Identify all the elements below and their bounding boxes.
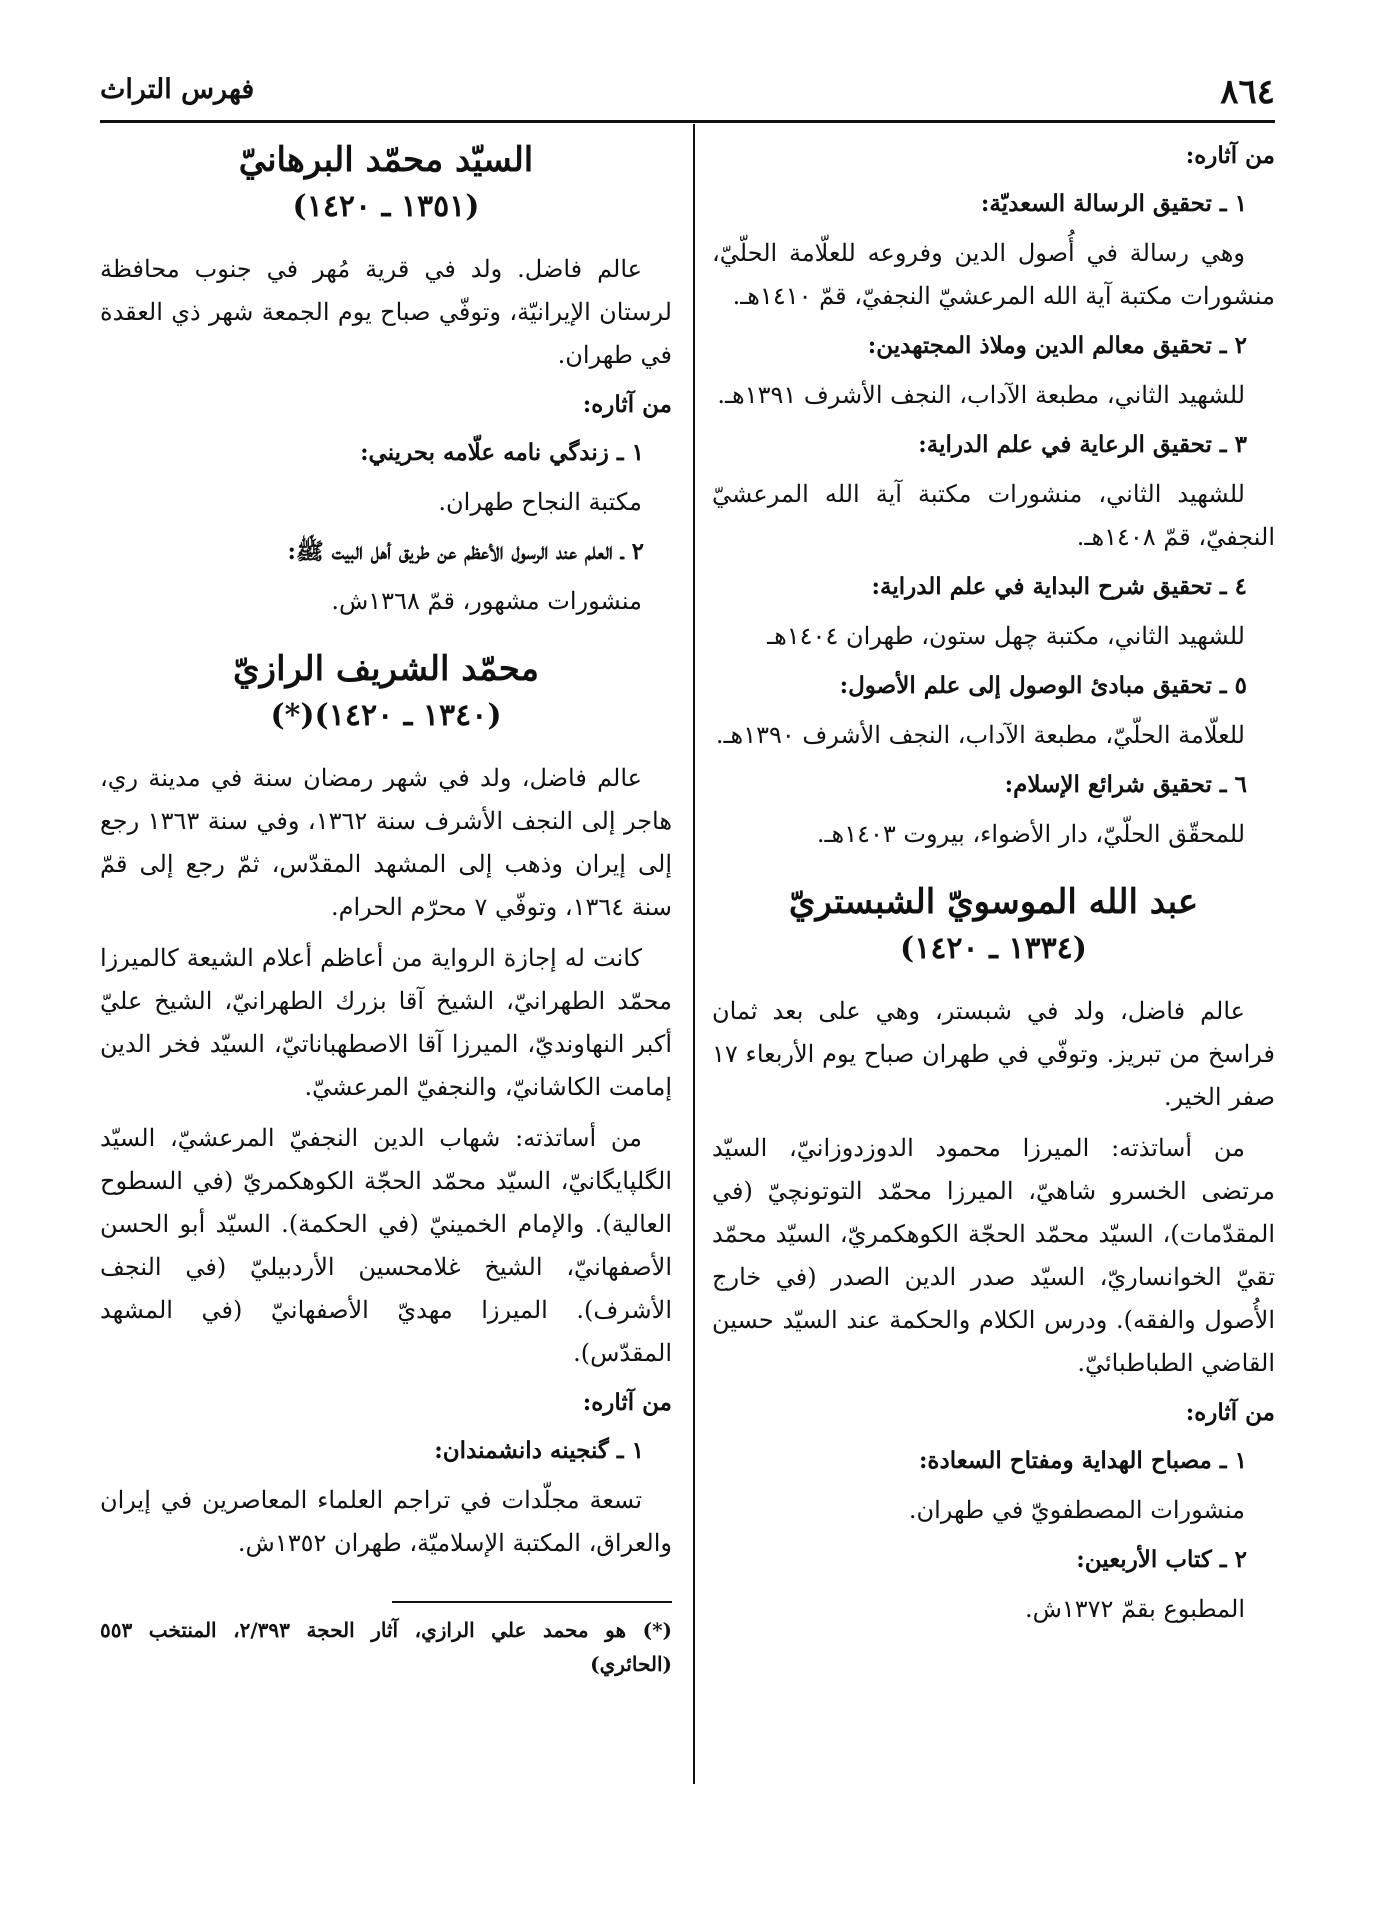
work-description: مكتبة النجاح طهران. xyxy=(438,488,642,516)
header-rule xyxy=(100,120,1275,123)
works-heading: من آثاره: xyxy=(582,1389,672,1416)
footnote-rule xyxy=(392,1601,672,1603)
person-name: السيّد محمّد البرهانيّ xyxy=(238,140,534,180)
person-name: عبد الله الموسويّ الشبستريّ xyxy=(788,882,1199,922)
biography: عالم فاضل، ولد في شهر رمضان سنة في مدينة ري، هاجر إلى النجف الأشرف سنة ١٣٦٢، وفي سنة ١٣٦٣ رجع إلى إيران وذهب إلى المشهد المقدّس، ثمّ رجع إلى قمّ سنة ١٣٦٤، وتوفّي ٧ محرّم الحرام. xyxy=(100,764,672,921)
person-dates: (١٣٤٠ ـ ١٤٢٠)(*) xyxy=(270,698,502,733)
work-description: للمحقّق الحلّيّ، دار الأضواء، بيروت ١٤٠٣هـ. xyxy=(816,820,1245,848)
teachers-paragraph: من أساتذته: الميرزا محمود الدوزدوزانيّ، السيّد مرتضى الخسرو شاهيّ، الميرزا محمّد التوتونچيّ (في المقدّمات)، السيّد محمّد الحجّة الكوهكمريّ، السيّد محمّد تقيّ الخوانساريّ، السيّد صدر الدين الصدر (في خارج الأُصول والفقه). ودرس الكلام والحكمة عند السيّد حسين القاضي الطباطبائيّ. xyxy=(712,1134,1275,1377)
work-description: للشهيد الثاني، مطبعة الآداب، النجف الأشرف ١٣٩١هـ. xyxy=(717,381,1245,409)
right-column xyxy=(712,136,1275,1639)
work-title: ٢ ـ تحقيق معالم الدين وملاذ المجتهدين: xyxy=(867,332,1247,359)
work-description: منشورات المصطفويّ في طهران. xyxy=(908,1496,1245,1524)
work-description: وهي رسالة في أُصول الدين وفروعه للعلّامة الحلّيّ، منشورات مكتبة آية الله المرعشيّ النجفيّ، قمّ ١٤١٠هـ. xyxy=(712,239,1275,310)
works-heading: من آثاره: xyxy=(1185,1399,1275,1426)
work-title: ١ ـ مصباح الهداية ومفتاح السعادة: xyxy=(918,1447,1247,1474)
work-title: ٢ ـ العلم عند الرسول الأعظم عن طريق أهل البيت ﷺ: xyxy=(287,538,644,565)
teachers-paragraph: من أساتذته: شهاب الدين النجفيّ المرعشيّ، السيّد الگلپايگانيّ، السيّد محمّد الحجّة الكوهكمريّ (في السطوح العالية). والإمام الخمينيّ (في الحكمة). السيّد أبو الحسن الأصفهانيّ، الشيخ غلامحسين الأردبيليّ (في النجف الأشرف). الميرزا مهديّ الأصفهانيّ (في المشهد المقدّس). xyxy=(100,1124,672,1367)
column-divider xyxy=(693,124,695,1784)
work-title: ٢ ـ كتاب الأربعين: xyxy=(1076,1546,1247,1573)
work-title: ١ ـ تحقيق الرسالة السعديّة: xyxy=(980,190,1247,217)
ijaza-paragraph: كانت له إجازة الرواية من أعاظم أعلام الشيعة كالميرزا محمّد الطهرانيّ، الشيخ آقا بزرك الطهرانيّ، الشيخ عليّ أكبر النهاونديّ، الميرزا آقا الاصطهباناتيّ، السيّد فخر الدين إمامت الكاشانيّ، والنجفيّ المرعشيّ. xyxy=(100,944,672,1101)
person-dates: (١٣٣٤ ـ ١٤٢٠) xyxy=(900,931,1087,966)
biography: عالم فاضل، ولد في شبستر، وهي على بعد ثمان فراسخ من تبريز. وتوفّي في طهران صباح يوم الأربعاء ١٧ صفر الخير. xyxy=(712,997,1275,1111)
work-description: للعلّامة الحلّيّ، مطبعة الآداب، النجف الأشرف ١٣٩٠هـ. xyxy=(715,721,1245,749)
works-heading: من آثاره: xyxy=(1185,142,1275,169)
page-number: ٨٦٤ xyxy=(1220,72,1275,112)
left-column xyxy=(100,136,672,1689)
page-header xyxy=(100,68,1275,122)
work-description: تسعة مجلّدات في تراجم العلماء المعاصرين في إيران والعراق، المكتبة الإسلاميّة، طهران ١٣٥٢ش. xyxy=(100,1486,672,1557)
work-description: منشورات مشهور، قمّ ١٣٦٨ش. xyxy=(331,587,642,615)
person-dates: (١٣٥١ ـ ١٤٢٠) xyxy=(292,189,480,224)
biography: عالم فاضل. ولد في قرية مُهر في جنوب محافظة لرستان الإيرانيّة، وتوفّي صباح يوم الجمعة شهر ذي العقدة في طهران. xyxy=(100,255,672,369)
person-name: محمّد الشريف الرازيّ xyxy=(233,649,539,689)
work-description: للشهيد الثاني، مكتبة چهل ستون، طهران ١٤٠٤هـ xyxy=(767,622,1245,650)
work-title: ٦ ـ تحقيق شرائع الإسلام: xyxy=(1004,771,1247,798)
works-heading: من آثاره: xyxy=(582,391,672,418)
work-description: للشهيد الثاني، منشورات مكتبة آية الله المرعشيّ النجفيّ، قمّ ١٤٠٨هـ. xyxy=(712,480,1275,551)
work-title: ٥ ـ تحقيق مبادئ الوصول إلى علم الأصول: xyxy=(839,672,1247,699)
work-title: ١ ـ گنجينه دانشمندان: xyxy=(434,1437,644,1464)
work-title: ١ ـ زندگي نامه علّامه بحريني: xyxy=(360,439,644,466)
footnote: (*) هو محمد علي الرازي، آثار الحجة ٢/٣٩٣، المنتخب ٥٥٣ (الحائري) xyxy=(100,1618,672,1676)
work-description: المطبوع بقمّ ١٣٧٢ش. xyxy=(1024,1595,1245,1623)
work-title: ٤ ـ تحقيق شرح البداية في علم الدراية: xyxy=(871,573,1247,600)
running-title: فهرس التراث xyxy=(100,74,255,105)
work-title: ٣ ـ تحقيق الرعاية في علم الدراية: xyxy=(918,431,1247,458)
